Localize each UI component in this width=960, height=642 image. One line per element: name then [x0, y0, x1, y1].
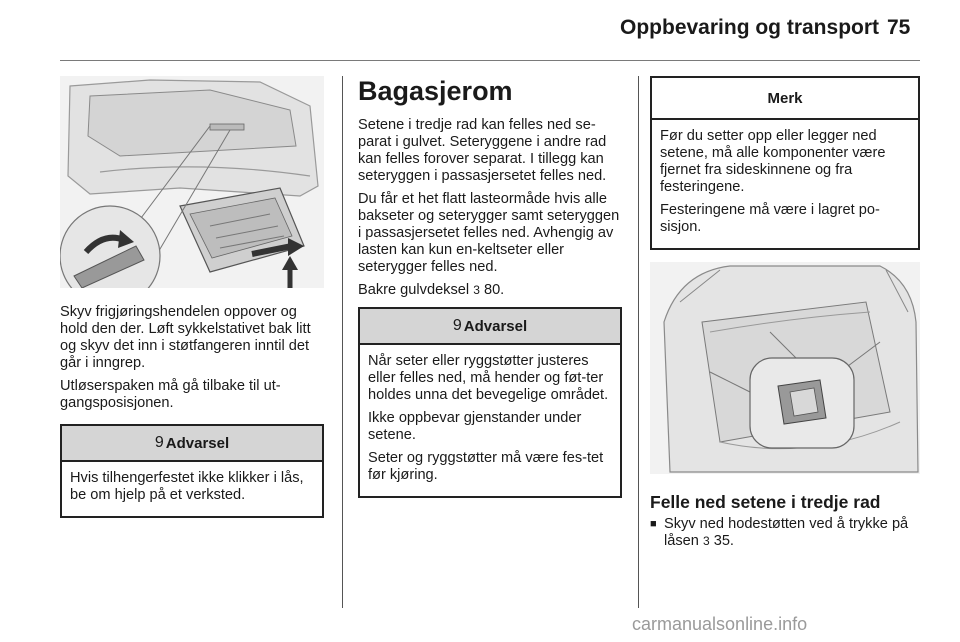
warning-text-2: Ikke oppbevar gjenstander under setene. — [368, 410, 582, 443]
warning-text-1: Når seter eller ryggstøtter justeres eller felles ned, må hender og føt-ter holdes unna det bevegelige området. — [368, 353, 609, 403]
bullet-reference-page: 35. — [713, 533, 734, 549]
warning-title: Advarsel — [463, 317, 528, 335]
left-column — [60, 76, 324, 518]
warning-icon: 9 — [452, 317, 462, 334]
column-divider-right — [638, 76, 639, 608]
subsection-heading: Felle ned setene i tredje rad — [650, 492, 881, 512]
note-header: Merk — [652, 78, 918, 120]
bullet-square-icon: ■ — [650, 518, 657, 530]
instruction-paragraph-1: Skyv frigjøringshendelen oppover og hold den der. Løft sykkelstativet bak litt og skyv det inn i støtfangeren inntil det går i inngrep. — [60, 304, 311, 371]
note-text-2: Festeringene må være i lagret po-sisjon. — [660, 202, 880, 235]
warning-box-seats — [358, 307, 622, 498]
note-box — [650, 76, 920, 250]
right-column — [650, 76, 920, 550]
warning-text: Hvis tilhengerfestet ikke klikker i lås, be om hjelp på et verksted. — [70, 470, 304, 503]
cross-reference-page: 80. — [483, 282, 505, 298]
warning-header — [62, 426, 322, 462]
instruction-paragraph-2: Utløserspaken må gå tilbake til ut-gangsposisjonen. — [60, 378, 281, 411]
column-divider-left — [342, 76, 343, 608]
reference-arrow-icon: 3 — [702, 534, 710, 548]
warning-title: Advarsel — [165, 434, 230, 452]
cargo-paragraph-2: Du får et het flatt lasteormåde hvis alle bakseter og seterygger samt seteryggen i passasjersetet felles ned. Avhengig av lasten kan kun en-keltseter eller seterygger felles ned. — [358, 191, 620, 275]
page-header-title: Oppbevaring og transport — [620, 16, 880, 39]
section-heading: Bagasjerom — [358, 76, 513, 106]
warning-text-3: Seter og ryggstøtter må være fes-tet før kjøring. — [368, 450, 604, 483]
trunk-illustration — [650, 262, 920, 474]
bullet-text: Skyv ned hodestøtten ved å trykke på låsen — [664, 516, 909, 549]
warning-header — [360, 309, 620, 345]
cargo-paragraph-1: Setene i tredje rad kan felles ned se-parat i gulvet. Seteryggene i andre rad kan felles forover separat. I tillegg kan seteryggen i passasjersetet felles ned. — [358, 117, 607, 184]
middle-column — [358, 76, 622, 498]
reference-arrow-icon: 3 — [473, 283, 480, 297]
header-divider — [60, 60, 920, 61]
warning-icon: 9 — [154, 434, 164, 451]
page-number: 75 — [887, 16, 911, 39]
bullet-item — [650, 516, 920, 550]
warning-box-trailer — [60, 424, 324, 518]
cargo-paragraph-3 — [358, 282, 622, 299]
watermark: carmanualsonline.info — [632, 614, 808, 634]
cross-reference-text: Bakre gulvdeksel — [358, 282, 470, 298]
note-text-1: Før du setter opp eller legger ned setene, må alle komponenter være fjernet fra sideskinnene og fra festeringene. — [660, 128, 886, 195]
bike-carrier-illustration — [60, 76, 324, 288]
